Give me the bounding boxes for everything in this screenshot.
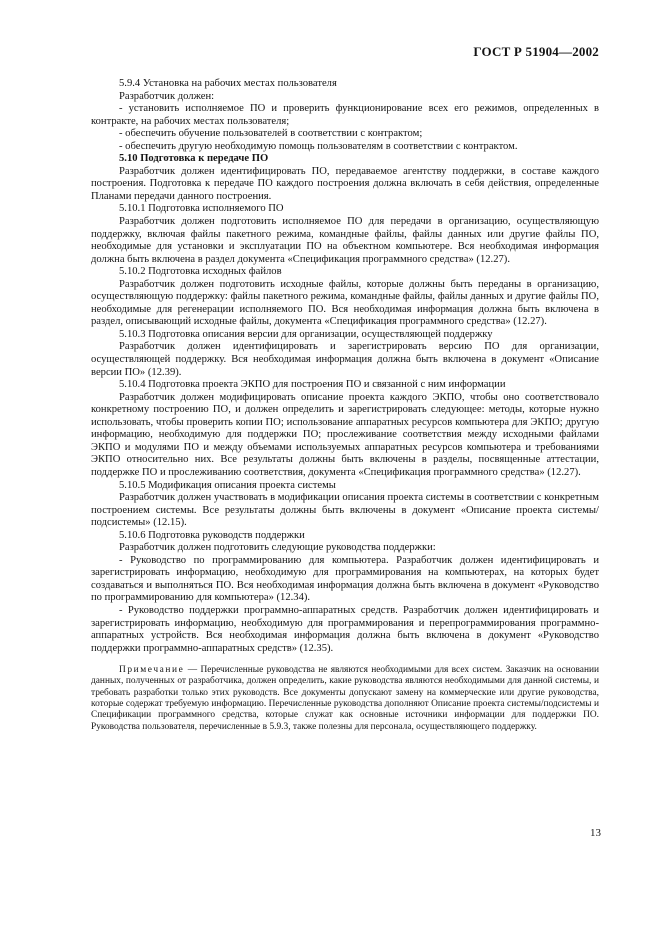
paragraph: Разработчик должен подготовить исходные файлы, которые должны быть переданы в организацию, осуществляющую поддержку: файлы пакетного режима, командные файлы, файлы данных и другие файлы ПО, необходимые для регенерации исполняемого ПО. Вся необходимая информация должна быть включена в раздел, описывающий исходные файлы, документа «Спецификация программного средства» (12.27). xyxy=(91,278,599,328)
list-item: - установить исполняемое ПО и проверить функционирование всех его режимов, определенных в контракте, на рабочих местах пользователя; xyxy=(91,103,599,127)
section-heading: 5.10 Подготовка к передаче ПО xyxy=(119,153,269,165)
page-number: 13 xyxy=(590,827,601,839)
paragraph: Разработчик должен подготовить исполняемое ПО для передачи в организацию, осуществляющую поддержку, включая файлы пакетного режима, командные файлы, файлы данных или другие файлы ПО, необходимые для установки и эксплуатации ПО на объектном компьютере. Вся необходимая информация должна быть включена в раздел документа «Спецификация программного средства» (12.27). xyxy=(91,216,599,265)
note xyxy=(91,665,599,733)
paragraph: Разработчик должен подготовить следующие руководства поддержки: xyxy=(119,542,436,554)
list-item: - Руководство поддержки программно-аппаратных средств. Разработчик должен идентифицировать и зарегистрировать информацию, необходимую для программирования и перепрограммирования программно-аппаратных устройств. Вся необходимая информация должна быть включена в документ «Руководство поддержки программно-аппаратных средств» (12.35). xyxy=(91,604,599,654)
paragraph: Разработчик должен: xyxy=(119,90,215,102)
paragraph: Разработчик должен участвовать в модификации описания проекта системы в соответствии с конкретным построением системы. Все результаты должны быть включены в документ «Описание проекта системы/подсистемы» (12.15). xyxy=(91,492,599,529)
subsection-heading: 5.10.1 Подготовка исполняемого ПО xyxy=(119,203,284,215)
standard-code-header: ГОСТ Р 51904—2002 xyxy=(473,44,599,59)
list-item: - Руководство по программированию для компьютера. Разработчик должен идентифицировать и зарегистрировать информацию, необходимую для программирования на компьютерах, на которых будет создаваться и выполняться ПО. Вся необходимая информация должна быть включена в документ «Руководство по программированию для компьютера» (12.34). xyxy=(91,554,599,604)
subsection-heading: 5.10.4 Подготовка проекта ЭКПО для построения ПО и связанной с ним информации xyxy=(119,379,506,391)
subsection-heading: 5.10.6 Подготовка руководств поддержки xyxy=(119,529,305,541)
subsection-heading: 5.10.2 Подготовка исходных файлов xyxy=(119,266,282,278)
paragraph: 5.9.4 Установка на рабочих местах пользователя xyxy=(119,78,337,89)
list-item: - обеспечить другую необходимую помощь пользователям в соответствии с контрактом. xyxy=(119,140,518,152)
body-text xyxy=(91,78,599,742)
paragraph: Разработчик должен модифицировать описание проекта каждого ЭКПО, чтобы оно соответствовало конкретному построению ПО, и должен определить и зарегистрировать следующее: методы, которые нужно использовать, чтобы проверить копии ПО; использование аппаратных ресурсов компьютера для ЭКПО; другую информацию, необходимую для поддержки ПО; прослеживание соответствия между исходными файлами ЭКПО и модулями ПО и между объемами используемых аппаратных ресурсов компьютера и требованиями ЭКПО относительно них. Все результаты должны быть включены в разделы, посвященные аттестации, поддержке ПО и прослеживанию соответствия, документа «Спецификация программного средства» (12.27). xyxy=(91,391,599,478)
paragraph: Разработчик должен идентифицировать ПО, передаваемое агентству поддержки, в составе каждого построения. Подготовка к передаче ПО каждого построения должна включать в себя действия, определенные Планами передачи данного построения. xyxy=(91,165,599,202)
note-text: — Перечисленные руководства не являются необходимыми для всех систем. Заказчик на основании данных, полученных от разработчика, должен определить, какие руководства являются необходимыми для данной системы, и требовать разработки только этих руководств. Все документы допускают замену на коммерческие или другие руководства, которые содержат требуемую информацию. Перечисленные руководства дополняют Описание проекта системы/подсистемы и Спецификации программного средства, которые служат как основные источники информации для поддержки ПО. Руководства пользователя, перечисленные в 5.9.3, также полезны для персонала, осуществляющего поддержку. xyxy=(91,665,599,732)
subsection-heading: 5.10.5 Модификация описания проекта системы xyxy=(119,479,336,491)
paragraph: Разработчик должен идентифицировать и зарегистрировать версию ПО для организации, осуществляющей поддержку. Вся необходимая информация должна быть включена в документ «Описание версии ПО» (12.39). xyxy=(91,341,599,378)
subsection-heading: 5.10.3 Подготовка описания версии для организации, осуществляющей поддержку xyxy=(119,328,493,340)
note-label: Примечание xyxy=(119,665,185,676)
list-item: - обеспечить обучение пользователей в соответствии с контрактом; xyxy=(119,128,423,140)
